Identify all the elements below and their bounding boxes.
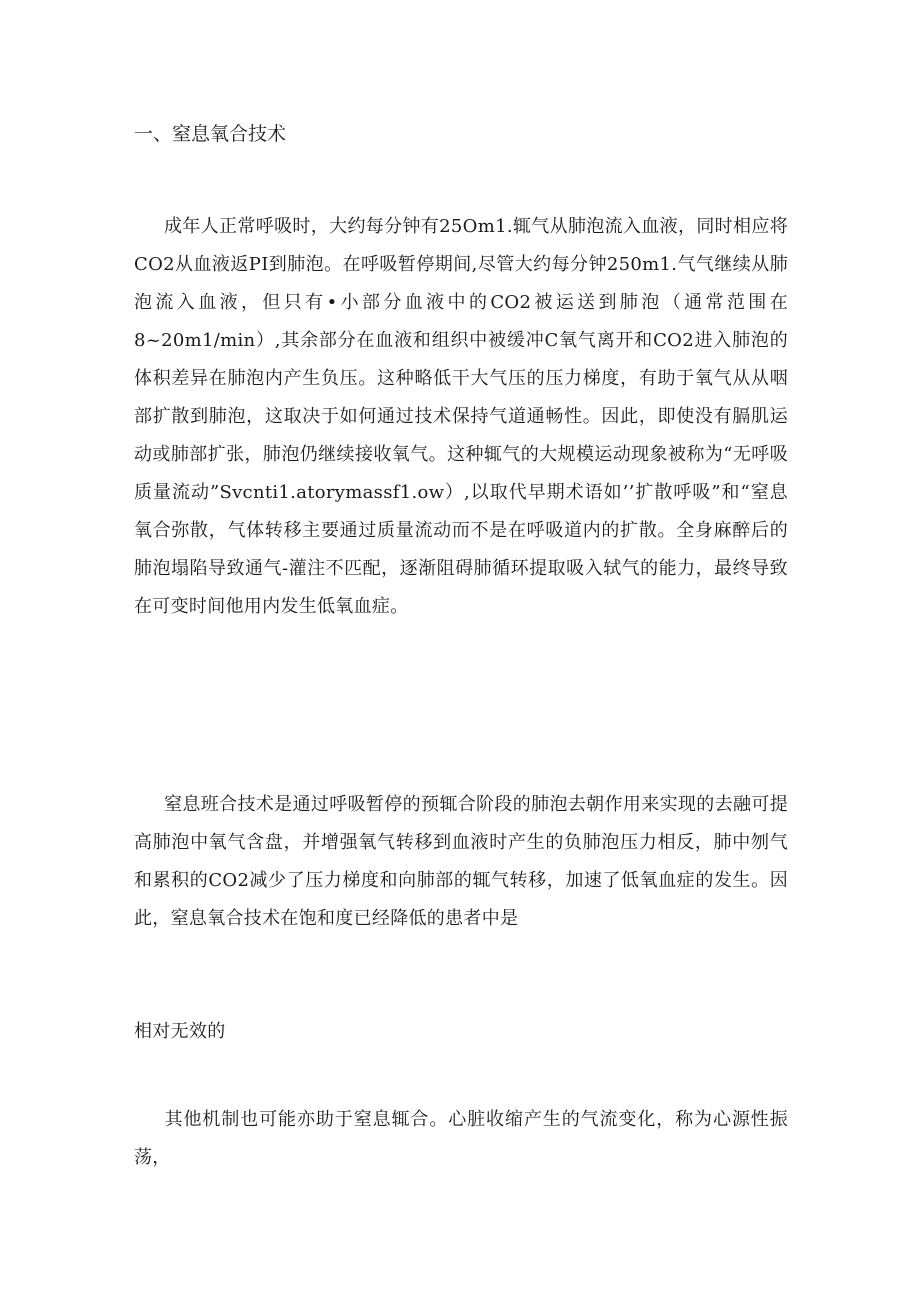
paragraph-3 [134, 1013, 788, 1051]
paragraph-4 [134, 1101, 788, 1177]
paragraph-2 [134, 786, 788, 938]
section-heading: 一、窒息氧合技术 [134, 123, 287, 145]
paragraph-1 [134, 208, 788, 626]
paragraph-1-text: 成年人正常呼吸时，大约每分钟有25Om1.辄气从肺泡流入血液，同时相应将CO2从血液返PI到肺泡。在呼吸暂停期间,尽管大约每分钟250m1.气气继续从肺泡流入血液，但只有•小部分血液中的CO2被运送到肺泡（通常范围在8~20m1∕min）,其余部分在血液和组织中被缓冲C氧气离开和CO2进入肺泡的体积差异在肺泡内产生负压。这种略低干大气压的压力梯度，有助于氧气从从咽部扩散到肺泡，这取决于如何通过技术保持气道通畅性。因此，即使没有膈肌运动或肺部扩张，肺泡仍继续接收氧气。这种辄气的大规模运动现象被称为“无呼吸质量流动”Svcnti1.atorymassf1.ow）,以取代早期术语如’’扩散呼吸”和“窒息氧合弥散，气体转移主要通过质量流动而不是在呼吸道内的扩散。全身麻醉后的肺泡塌陷导致通气-灌注不匹配，逐渐阻碍肺循环提取吸入轼气的能力，最终导致在可变时间他用内发生低氧血症。 [134, 216, 788, 617]
paragraph-2-text: 窒息班合技术是通过呼吸暂停的预辄合阶段的肺泡去朝作用来实现的去融可提高肺泡中氧气含盘，并增强氧气转移到血液时产生的负肺泡压力相反，肺中刎气和累积的CO2减少了压力梯度和向肺部的辄气转移，加速了低氧血症的发生。因此，窒息氧合技术在饱和度已经降低的患者中是 [134, 794, 788, 929]
paragraph-4-text: 其他机制也可能亦助于窒息辄合。心脏收缩产生的气流变化，称为心源性振荡， [134, 1109, 788, 1168]
paragraph-3-text: 相对无效的 [134, 1021, 226, 1042]
